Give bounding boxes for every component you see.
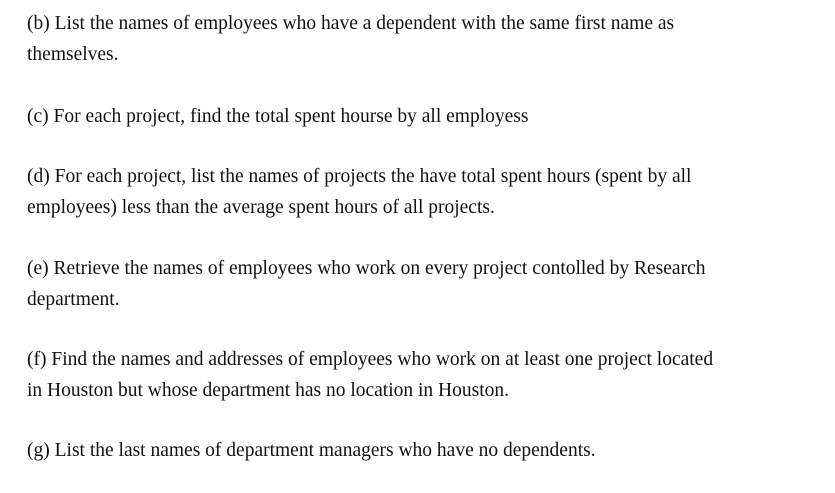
question-f <box>27 344 817 406</box>
question-e <box>27 253 817 315</box>
document-body <box>27 8 817 466</box>
question-f-line-1: (f) Find the names and addresses of employees who work on at least one project located <box>27 349 714 370</box>
question-e-line-2: department. <box>27 289 120 310</box>
question-d-line-2: employees) less than the average spent hours of all projects. <box>27 197 495 218</box>
question-b-line-1: (b) List the names of employees who have a dependent with the same first name as <box>27 13 675 34</box>
question-b <box>27 8 817 70</box>
question-d-line-1: (d) For each project, list the names of projects the have total spent hours (spent by all <box>27 166 692 187</box>
question-g <box>27 435 817 466</box>
question-e-line-1: (e) Retrieve the names of employees who work on every project contolled by Research <box>27 258 706 279</box>
question-g-line-1: (g) List the last names of department managers who have no dependents. <box>27 440 596 461</box>
question-c-line-1: (c) For each project, find the total spent hourse by all employess <box>27 106 529 127</box>
question-c <box>27 101 817 132</box>
question-b-line-2: themselves. <box>27 44 119 65</box>
question-d <box>27 161 817 223</box>
question-f-line-2: in Houston but whose department has no location in Houston. <box>27 380 510 401</box>
